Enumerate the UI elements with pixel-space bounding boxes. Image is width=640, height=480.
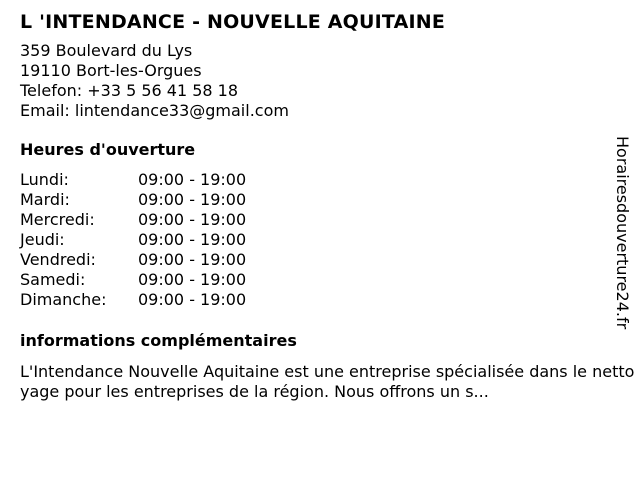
hours-value: 09:00 - 19:00 [138, 230, 247, 249]
hours-row-tuesday [20, 190, 610, 210]
opening-hours-list [20, 170, 610, 310]
hours-value: 09:00 - 19:00 [138, 170, 247, 189]
hours-row-sunday [20, 290, 610, 310]
additional-info-text: L'Intendance Nouvelle Aquitaine est une entreprise spécialisée dans le nettoyage pour les entreprises de la région. Nous offrons un s... [20, 362, 635, 401]
hours-value: 09:00 - 19:00 [138, 270, 247, 289]
hours-row-friday [20, 250, 610, 270]
day-label: Dimanche: [20, 290, 107, 309]
additional-info-heading: informations complémentaires [20, 331, 297, 350]
hours-row-wednesday [20, 210, 610, 230]
hours-row-thursday [20, 230, 610, 250]
day-label: Samedi: [20, 270, 86, 289]
hours-value: 09:00 - 19:00 [138, 210, 247, 229]
site-watermark: Horairesdouverture24.fr [613, 136, 632, 330]
day-label: Mardi: [20, 190, 70, 209]
phone-line: Telefon: +33 5 56 41 58 18 [20, 81, 239, 100]
hours-row-monday [20, 170, 610, 190]
hours-value: 09:00 - 19:00 [138, 190, 247, 209]
day-label: Jeudi: [20, 230, 65, 249]
email-line: Email: lintendance33@gmail.com [20, 101, 289, 120]
hours-row-saturday [20, 270, 610, 290]
opening-hours-heading: Heures d'ouverture [20, 140, 196, 159]
day-label: Mercredi: [20, 210, 95, 229]
hours-value: 09:00 - 19:00 [138, 250, 247, 269]
address-city: 19110 Bort-les-Orgues [20, 61, 202, 80]
business-name: L 'INTENDANCE - NOUVELLE AQUITAINE [20, 11, 446, 33]
day-label: Vendredi: [20, 250, 96, 269]
day-label: Lundi: [20, 170, 69, 189]
hours-value: 09:00 - 19:00 [138, 290, 247, 309]
address-street: 359 Boulevard du Lys [20, 41, 193, 60]
